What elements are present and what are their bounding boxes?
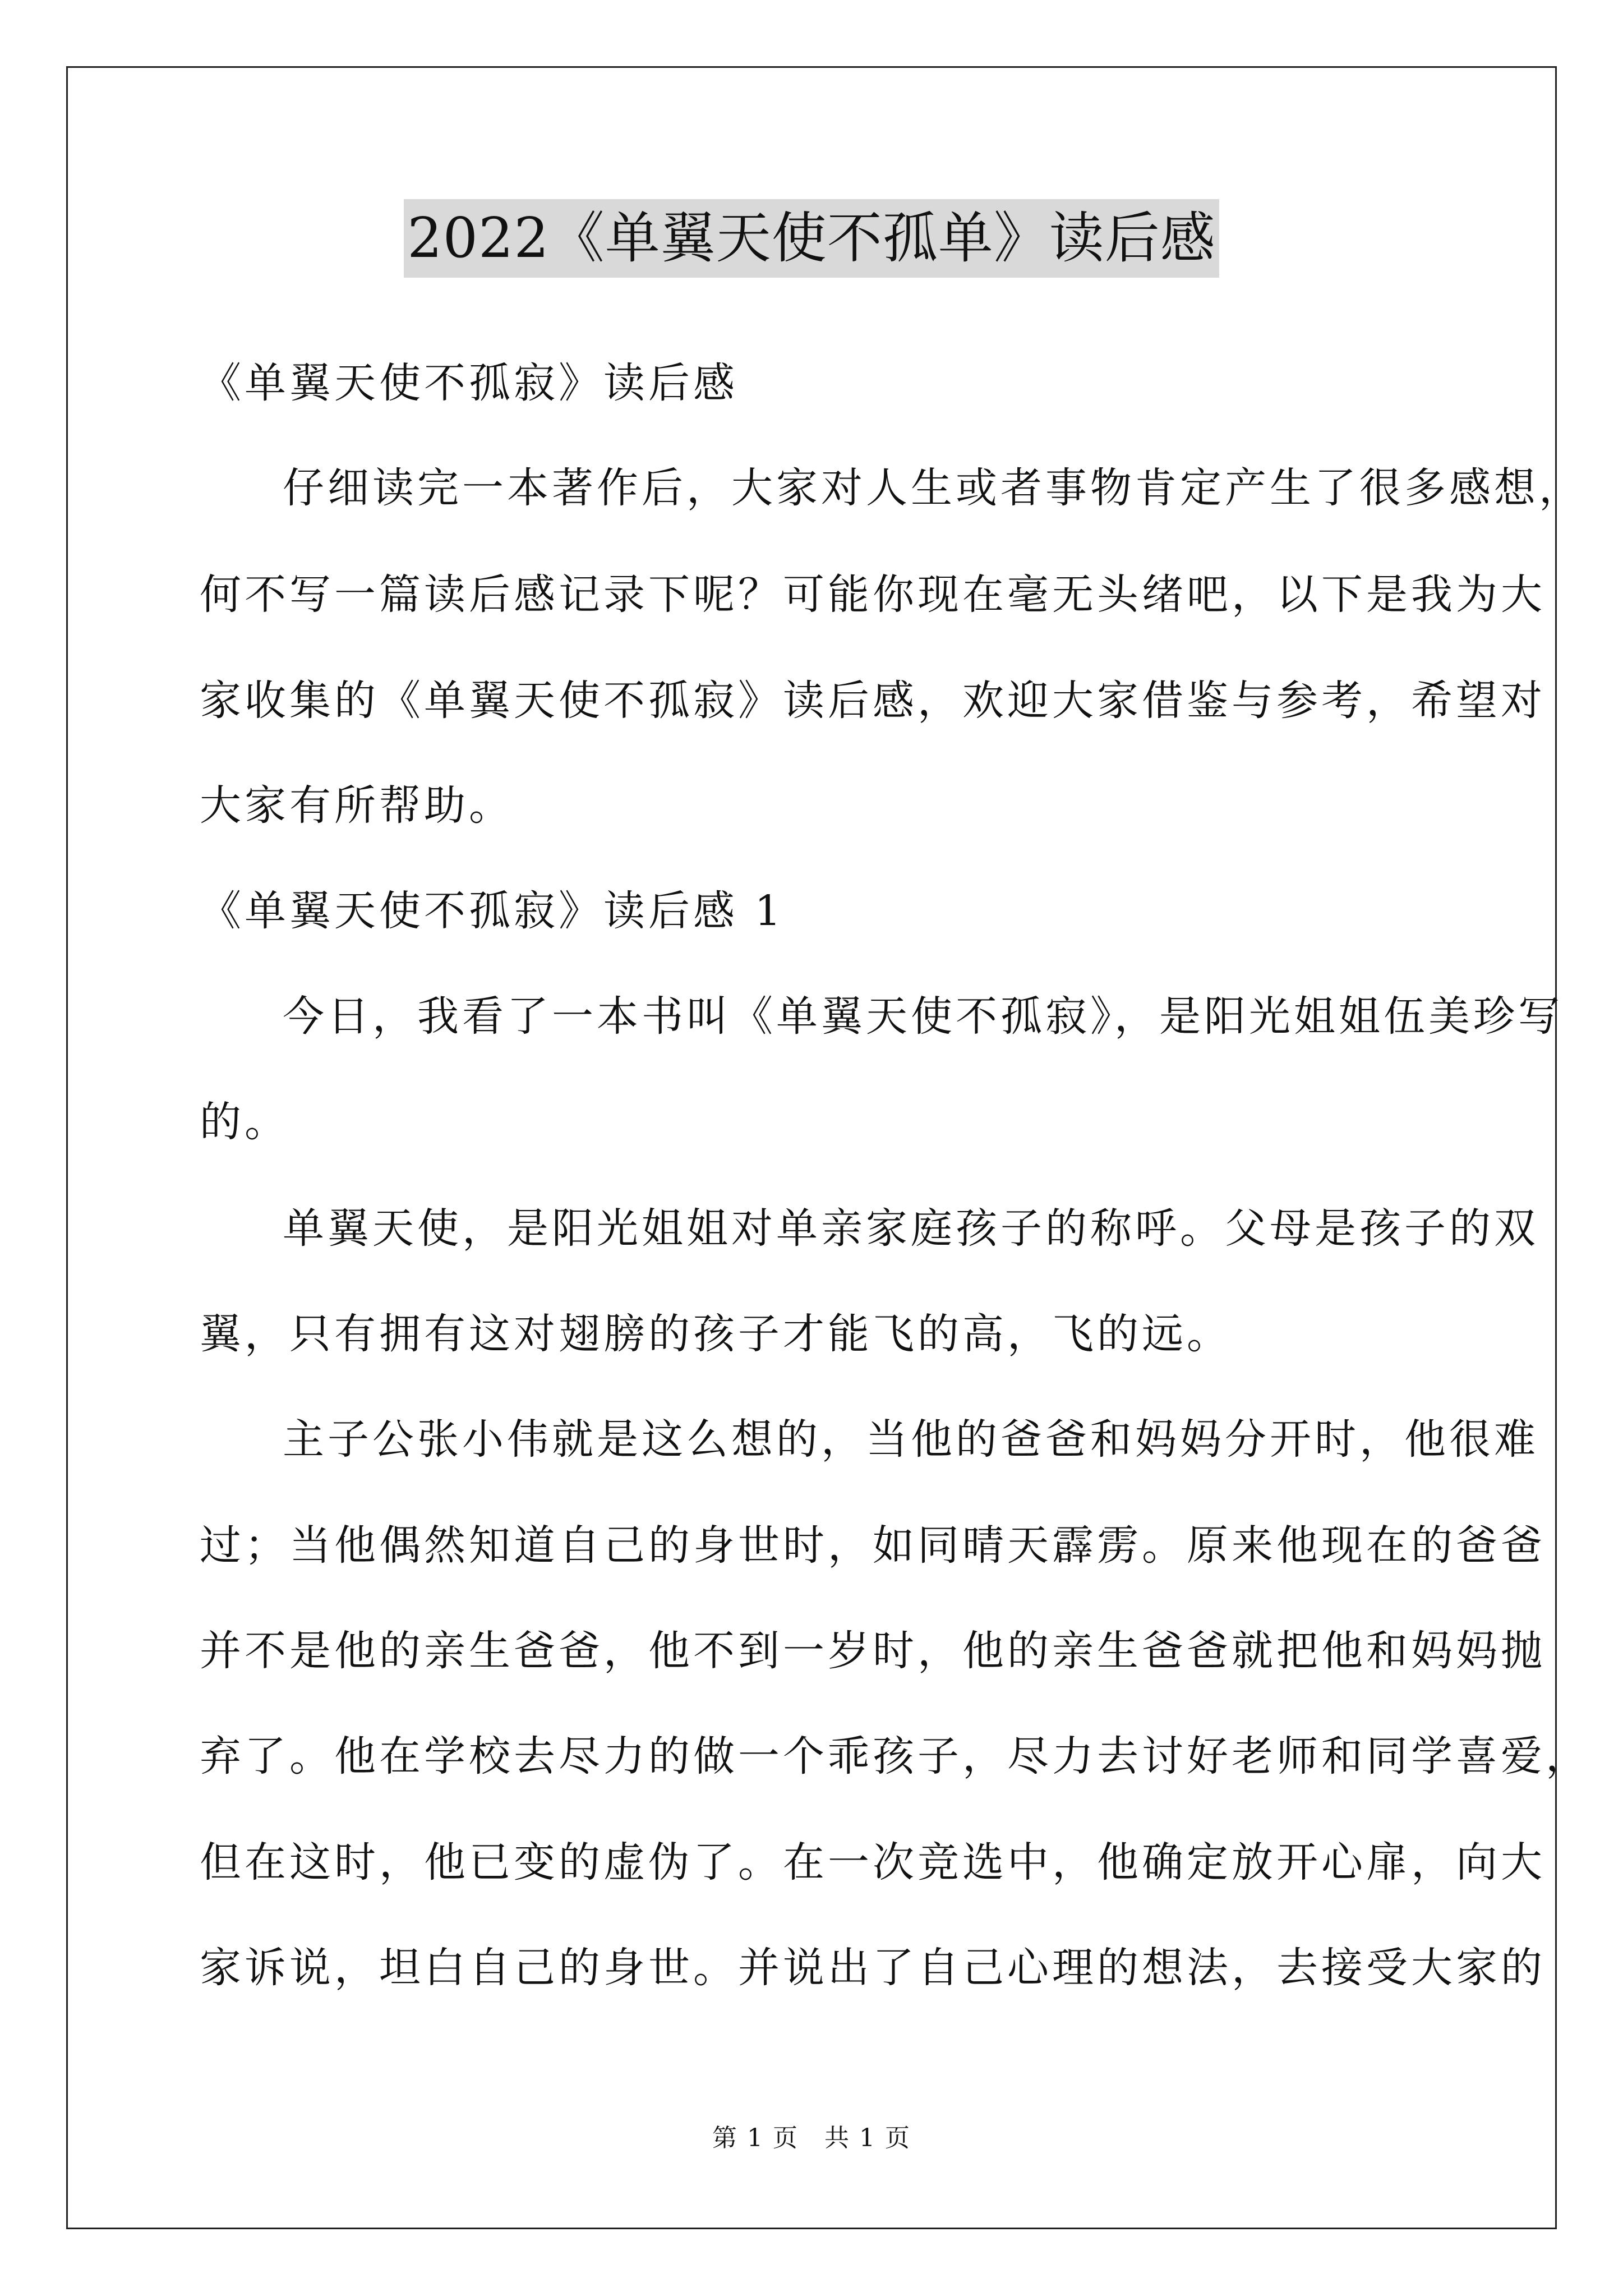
paragraph-line: 家收集的《单翼天使不孤寂》读后感，欢迎大家借鉴与参考，希望对 bbox=[200, 677, 1546, 725]
paragraph-line: 大家有所帮助。 bbox=[200, 781, 514, 830]
page-total: 共 1 页 bbox=[824, 2124, 911, 2152]
paragraph-line: 主子公张小伟就是这么想的，当他的爸爸和妈妈分开时，他很难 bbox=[283, 1415, 1539, 1464]
paragraph-line: 翼，只有拥有这对翅膀的孩子才能飞的高，飞的远。 bbox=[200, 1310, 1232, 1358]
paragraph-line: 但在这时，他已变的虚伪了。在一次竞选中，他确定放开心扉，向大 bbox=[200, 1838, 1546, 1887]
section-heading: 《单翼天使不孤寂》读后感 bbox=[200, 359, 738, 407]
page-number: 第 1 页 bbox=[712, 2124, 799, 2152]
document-title: 2022《单翼天使不孤单》读后感 bbox=[404, 199, 1219, 278]
paragraph-line: 仔细读完一本著作后，大家对人生或者事物肯定产生了很多感想， bbox=[283, 464, 1584, 512]
paragraph-line: 今日，我看了一本书叫《单翼天使不孤寂》，是阳光姐姐伍美珍写 bbox=[283, 992, 1563, 1041]
paragraph-line: 弃了。他在学校去尽力的做一个乖孩子，尽力去讨好老师和同学喜爱， bbox=[200, 1732, 1590, 1780]
paragraph-line: 并不是他的亲生爸爸，他不到一岁时，他的亲生爸爸就把他和妈妈抛 bbox=[200, 1627, 1546, 1675]
paragraph-line: 的。 bbox=[200, 1098, 289, 1146]
paragraph-line: 过；当他偶然知道自己的身世时，如同晴天霹雳。原来他现在的爸爸 bbox=[200, 1521, 1546, 1570]
title-wrapper bbox=[0, 199, 1623, 278]
section-heading: 《单翼天使不孤寂》读后感 1 bbox=[200, 887, 785, 935]
paragraph-line: 家诉说，坦白自己的身世。并说出了自己心理的想法，去接受大家的 bbox=[200, 1944, 1546, 1992]
page-footer bbox=[0, 2122, 1623, 2155]
paragraph-line: 何不写一篇读后感记录下呢？可能你现在毫无头绪吧，以下是我为大 bbox=[200, 570, 1546, 619]
paragraph-line: 单翼天使，是阳光姐姐对单亲家庭孩子的称呼。父母是孩子的双 bbox=[283, 1204, 1539, 1253]
